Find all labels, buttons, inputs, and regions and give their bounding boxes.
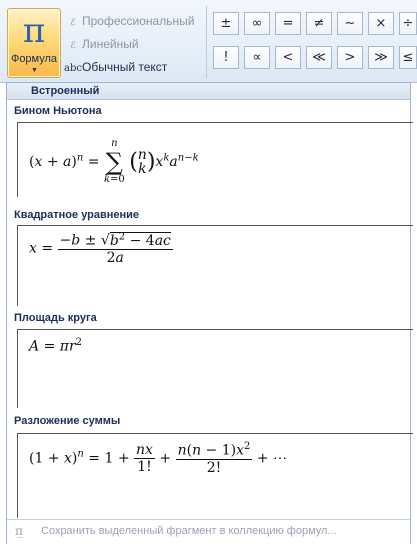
professional-mode-button[interactable]	[64, 11, 204, 31]
symbol-plus-minus[interactable]: ±	[213, 12, 239, 35]
equation-gallery-dropdown	[6, 82, 411, 544]
save-to-gallery-button[interactable]	[7, 519, 410, 544]
symbol-factorial[interactable]: !	[213, 46, 239, 69]
professional-mode-label: Профессиональный	[82, 14, 195, 28]
linear-mode-button[interactable]	[64, 34, 204, 54]
equation-circle-area: $A = \pi r^2$	[29, 337, 83, 355]
save-to-gallery-label: Сохранить выделенный фрагмент в коллекцию формул...	[41, 525, 337, 537]
dropdown-arrow-icon: ▼	[31, 67, 38, 74]
symbol-times[interactable]: ×	[368, 12, 394, 35]
pi-icon: π	[22, 11, 46, 51]
ribbon-separator	[206, 6, 207, 78]
symbol-tilde[interactable]: ~	[337, 12, 363, 35]
symbol-less-or-equal[interactable]: ≤	[399, 46, 417, 69]
equation-binomial: $(x + a)^n$ = n ∑ k=0 ( n k )$x^ka^{n-k}$	[29, 138, 199, 185]
plain-text-icon: abc	[64, 63, 82, 74]
plain-text-label: Обычный текст	[82, 60, 168, 74]
section-title-quadratic: Квадратное уравнение	[14, 209, 140, 221]
section-title-sum-expansion: Разложение суммы	[14, 415, 121, 427]
symbol-not-equal[interactable]: ≠	[306, 12, 332, 35]
equation-sum-expansion: $(1 + x)^n = 1$ + $\frac{nx}{1!}$ + $\frac{n(n - 1)x^2}{2!}$ + ⋯	[29, 441, 288, 476]
symbol-greater-than[interactable]: >	[337, 46, 363, 69]
formula-button[interactable]	[7, 8, 61, 78]
save-equation-icon: π̲	[15, 524, 23, 538]
linear-format-icon: ℰ	[70, 41, 76, 51]
symbol-infinity[interactable]: ∞	[244, 12, 270, 35]
linear-mode-label: Линейный	[82, 37, 139, 51]
symbol-less-than[interactable]: <	[275, 46, 301, 69]
plain-text-button[interactable]	[64, 57, 204, 77]
symbol-proportional[interactable]: ∝	[244, 46, 270, 69]
formula-button-label: Формула	[10, 53, 58, 65]
symbol-much-less-than[interactable]: ≪	[306, 46, 332, 69]
section-title-binomial: Бином Ньютона	[14, 105, 102, 117]
gallery-header: Встроенный	[7, 83, 410, 100]
symbol-equals[interactable]: =	[275, 12, 301, 35]
equation-ribbon	[0, 0, 417, 83]
symbol-much-greater-than[interactable]: ≫	[368, 46, 394, 69]
symbol-divide[interactable]: ÷	[399, 12, 417, 35]
section-title-circle-area: Площадь круга	[14, 312, 97, 324]
equation-quadratic: x = $\frac{-b \pm √b^2 - 4ac}{2a}$	[29, 231, 171, 266]
professional-format-icon: ℰ	[70, 18, 76, 28]
